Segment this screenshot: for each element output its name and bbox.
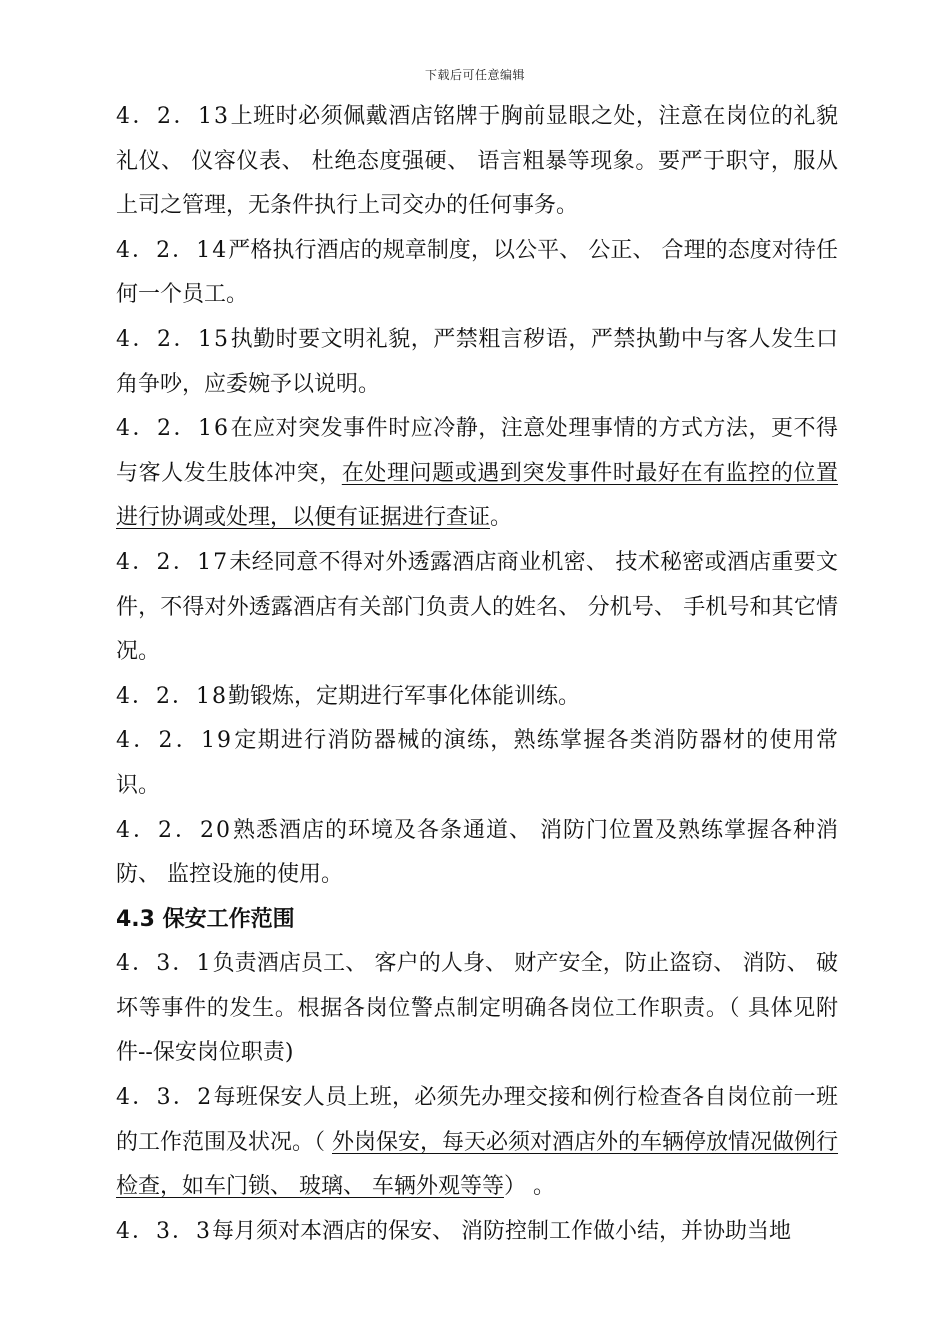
clause-text: 在应对突发事件时应冷静，注意处理事情的方式方法，更不得与客人发生肢体冲突， <box>116 416 838 486</box>
clause-text: 熟悉酒店的环境及各条通道、 消防门位置及熟练掌握各种消防、 监控设施的使用。 <box>116 817 838 888</box>
clause-4-2-18 <box>116 675 838 720</box>
clause-text-end: 。 <box>490 505 513 531</box>
clause-text: 定期进行消防器械的演练，熟练掌握各类消防器材的使用常识。 <box>116 728 838 798</box>
clause-text: 每月须对本酒店的保安、 消防控制工作做小结，并协助当地 <box>212 1218 791 1244</box>
clause-underlined-text: 在处理问题或遇到突发事件时最好在有监控的位置进行协调或处理，以便有证据进行查证 <box>116 460 838 531</box>
clause-4-2-20 <box>116 809 838 898</box>
clause-4-2-13 <box>116 95 838 229</box>
clause-number: 4．2．17 <box>116 549 230 575</box>
clause-number: 4．2．16 <box>116 416 231 442</box>
clause-4-3-3 <box>116 1210 838 1255</box>
clause-number: 4．3．1 <box>116 951 213 977</box>
clause-text: 每班保安人员上班，必须先办理交接和例行检查各自岗位前一班的工作范围及状况。（ <box>116 1085 838 1155</box>
header-note: 下载后可任意编辑 <box>424 68 525 82</box>
clause-number: 4．2．20 <box>116 817 232 843</box>
clause-4-2-15 <box>116 318 838 407</box>
clause-text: 上班时必须佩戴酒店铭牌于胸前显眼之处，注意在岗位的礼貌礼仪、 仪容仪表、 杜绝态度强硬、 语言粗暴等现象。要严于职守，服从上司之管理，无条件执行上司交办的任何事务。 <box>116 104 838 219</box>
clause-text: 执勤时要文明礼貌，严禁粗言秽语，严禁执勤中与客人发生口角争吵，应委婉予以说明。 <box>116 326 838 397</box>
clause-number: 4．3．2 <box>116 1085 214 1111</box>
section-heading: 4.3 保安工作范围 <box>116 906 295 932</box>
clause-4-2-16 <box>116 407 838 541</box>
clause-text: 严格执行酒店的规章制度，以公平、 公正、 合理的态度对待任何一个员工。 <box>116 237 838 308</box>
clause-4-2-17 <box>116 541 838 675</box>
clause-4-2-14 <box>116 229 838 318</box>
clause-number: 4．2．15 <box>116 326 231 352</box>
clause-4-3-2 <box>116 1076 838 1210</box>
clause-number: 4．3．3 <box>116 1218 212 1244</box>
clause-number: 4．2．14 <box>116 237 229 263</box>
document-body <box>116 95 838 1254</box>
clause-text: 勤锻炼，定期进行军事化体能训练。 <box>228 683 581 709</box>
clause-text: 未经同意不得对外透露酒店商业机密、 技术秘密或酒店重要文件，不得对外透露酒店有关部门负责人的姓名、 分机号、 手机号和其它情况。 <box>116 549 838 665</box>
clause-4-2-19 <box>116 719 838 808</box>
clause-number: 4．2．18 <box>116 683 228 709</box>
clause-underlined-text: 外岗保安，每天必须对酒店外的车辆停放情况做例行检查，如车门锁、 玻璃、 车辆外观等等 <box>116 1129 839 1200</box>
clause-number: 4．2．19 <box>116 728 234 754</box>
clause-text: 负责酒店员工、 客户的人身、 财产安全，防止盗窃、 消防、 破坏等事件的发生。根据各岗位警点制定明确各岗位工作职责。（ 具体见附件--保安岗位职责) <box>116 951 838 1066</box>
clause-4-3-1 <box>116 942 838 1076</box>
clause-number: 4．2．13 <box>116 104 231 129</box>
clause-text-end: ） 。 <box>504 1174 555 1200</box>
